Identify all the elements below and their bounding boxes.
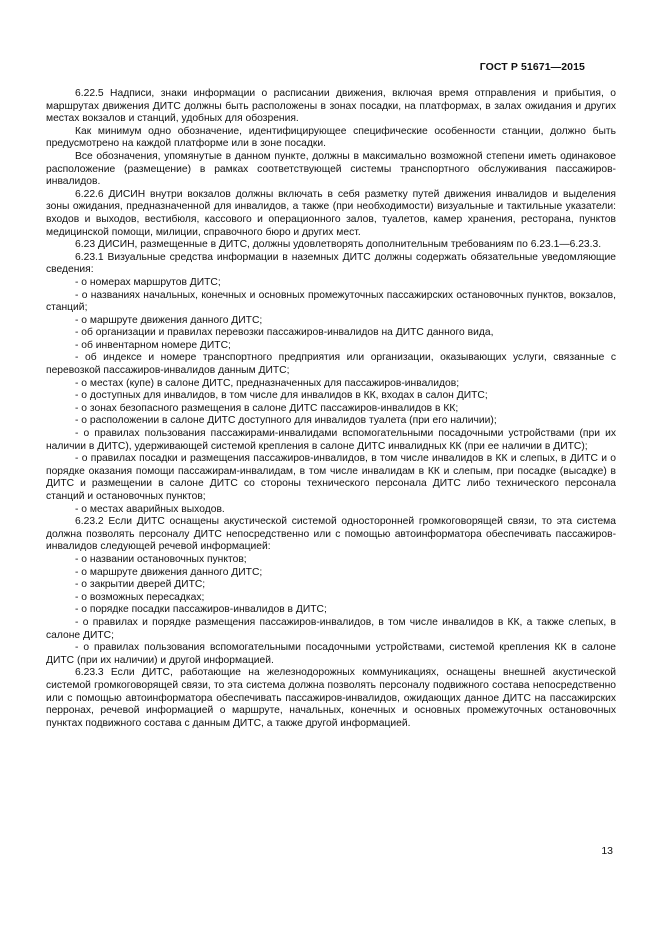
document-body [46, 88, 616, 730]
list-item: - об инвентарном номере ДИТС; [75, 339, 231, 351]
list-item: - о маршруте движения данного ДИТС; [75, 314, 263, 326]
list-item: - о правилах пользования пассажирами-инвалидами вспомогательными посадочными устройствами (при их наличии в ДИТС), удерживающей системой крепления в салоне ДИТС инвалидных КК (при ее наличии в ДИТС); [46, 428, 616, 452]
paragraph: Все обозначения, упомянутые в данном пункте, должны в максимально возможной степени иметь одинаковое расположение (размещение) в рамках соответствующей системы транспортного обслуживания пассажиров-инвалидов. [46, 150, 616, 188]
list-item: - о правилах посадки и размещения пассажиров-инвалидов, в том числе инвалидов в КК и слепых, в ДИТС и о порядке оказания помощи пассажирам-инвалидам, в том числе инвалидам в КК и слепым, при посадке (высадке) в ДИТС и размещении в салоне ДИТС со стороны технического персонала ДИТС либо технического персонала станций и остановочных пунктов; [46, 453, 616, 502]
list-item: - о маршруте движения данного ДИТС; [75, 566, 263, 578]
list-item: - о правилах и порядке размещения пассажиров-инвалидов, в том числе инвалидов в КК, а также слепых, в салоне ДИТС; [46, 616, 616, 641]
list-item: - об организации и правилах перевозки пассажиров-инвалидов на ДИТС данного вида, [75, 327, 494, 339]
list-item: - о местах (купе) в салоне ДИТС, предназначенных для пассажиров-инвалидов; [75, 377, 460, 389]
list-item: - о местах аварийных выходов. [75, 503, 225, 515]
list-item: - о названии остановочных пунктов; [75, 553, 247, 565]
list-item: - о возможных пересадках; [75, 591, 205, 603]
list-item: - о правилах пользования вспомогательными посадочными устройствами, системой крепления КК в салоне ДИТС (при их наличии) и другой информацией. [46, 642, 616, 666]
paragraph-6-23-2: 6.23.2 Если ДИТС оснащены акустической системой односторонней громкоговорящей связи, то эта система должна позволять персоналу ДИТС непосредственно или с помощью автоинформатора обеспечивать пассажиров-инвалидов следующей речевой информацией: [46, 516, 616, 553]
list-item: - о зонах безопасного размещения в салоне ДИТС пассажиров-инвалидов в КК; [75, 402, 459, 414]
list-item: - о порядке посадки пассажиров-инвалидов в ДИТС; [75, 604, 327, 616]
list-item: - о номерах маршрутов ДИТС; [75, 276, 221, 288]
list-item: - о доступных для инвалидов, в том числе для инвалидов в КК, входах в салон ДИТС; [75, 390, 488, 402]
paragraph-6-23-1: 6.23.1 Визуальные средства информации в наземных ДИТС должны содержать обязательные уведомляющие сведения: [46, 251, 616, 276]
list-item: - о закрытии дверей ДИТС; [75, 579, 206, 591]
paragraph: Как минимум одно обозначение, идентифицирующее специфические особенности станции, должно быть предусмотрено на каждой платформе или в зоне посадки. [46, 125, 616, 150]
paragraph-6-22-5: 6.22.5 Надписи, знаки информации о расписании движения, включая время отправления и прибытия, о маршрутах движения ДИТС должны быть расположены в зонах посадки, на платформах, в залах ожидания и других местах вокзалов и станций, удобных для обозрения. [46, 88, 616, 125]
list-item: - о названиях начальных, конечных и основных промежуточных пассажирских остановочных пунктов, вокзалов, станций; [46, 289, 616, 314]
paragraph-6-23: 6.23 ДИСИН, размещенные в ДИТС, должны удовлетворять дополнительным требованиям по 6.23.1—6.23.3. [75, 239, 602, 251]
paragraph-6-22-6: 6.22.6 ДИСИН внутри вокзалов должны включать в себя разметку путей движения инвалидов и выделения зоны ожидания, предназначенной для инвалидов, а также (при необходимости) визуальные и тактильные указатели: входов и выходов, вестибюля, кассового и операционного залов, туалетов, камер хранения, ресторана, пунктов медицинской помощи, милиции, справочного бюро и других мест. [46, 188, 616, 238]
page-number: 13 [601, 845, 613, 857]
standard-header: ГОСТ Р 51671—2015 [479, 61, 585, 73]
paragraph-6-23-3: 6.23.3 Если ДИТС, работающие на железнодорожных коммуникациях, оснащены внешней акустической системой громкоговорящей связи, то эта система должна позволять персоналу подвижного состава непосредственно или с помощью автоинформатора обеспечивать пассажиров-инвалидов, ожидающих данное ДИТС на пассажирских перронах, речевой информацией о маршруте, начальных, конечных и основных промежуточных остановочных пунктах подвижного состава с данным ДИТС, а также другой информацией. [46, 667, 616, 729]
list-item: - о расположении в салоне ДИТС доступного для инвалидов туалета (при его наличии); [75, 415, 497, 427]
list-item: - об индексе и номере транспортного предприятия или организации, оказывающих услуги, связанные с перевозкой пассажиров-инвалидов данным ДИТС; [46, 352, 616, 377]
